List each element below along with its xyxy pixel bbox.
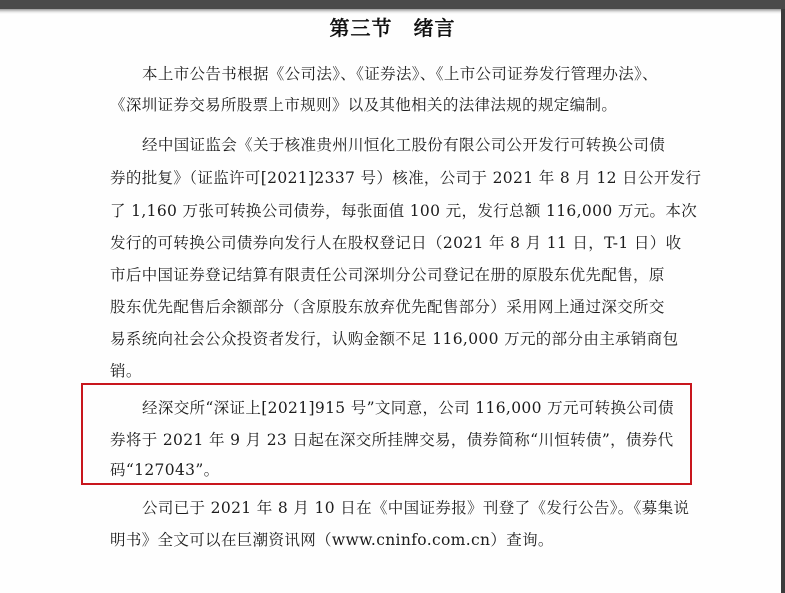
paragraph-1-line-2: 《深圳证券交易所股票上市规则》以及其他相关的法律法规的规定编制。: [110, 96, 618, 114]
paragraph-4-line-2: 明书》全文可以在巨潮资讯网（www.cninfo.com.cn）查询。: [110, 531, 554, 549]
paragraph-3-line-2: 券将于 2021 年 9 月 23 日起在深交所挂牌交易，债券简称“川恒转债”，债券代: [110, 431, 674, 449]
paragraph-4-line-1: 公司已于 2021 年 8 月 10 日在《中国证券报》刊登了《发行公告》。《募集说: [142, 499, 690, 517]
section-title: 第三节 绪言: [329, 16, 456, 40]
viewer-top-bar: [0, 0, 785, 9]
paragraph-2-line-5: 市后中国证券登记结算有限责任公司深圳分公司登记在册的原股东优先配售，原: [110, 266, 665, 284]
paragraph-3-line-1: 经深交所“深证上[2021]915 号”文同意，公司 116,000 万元可转换公司债: [142, 399, 674, 417]
paragraph-1-line-1: 本上市公告书根据《公司法》、《证券法》、《上市公司证券发行管理办法》、: [142, 65, 659, 83]
paragraph-2-line-7: 易系统向社会公众投资者发行，认购金额不足 116,000 万元的部分由主承销商包: [110, 330, 679, 348]
viewer-scrollbar-edge[interactable]: [781, 9, 785, 593]
paragraph-2-line-6: 股东优先配售后余额部分（含原股东放弃优先配售部分）采用网上通过深交所交: [110, 298, 665, 316]
paragraph-3-line-3: 码“127043”。: [110, 461, 220, 479]
paragraph-2-line-2: 券的批复》（证监许可[2021]2337 号）核准，公司于 2021 年 8 月 12 日公开发行: [110, 169, 702, 187]
paragraph-2-line-3: 了 1,160 万张可转换公司债券，每张面值 100 元，发行总额 116,000 万元。本次: [110, 202, 698, 220]
paragraph-2-line-1: 经中国证监会《关于核准贵州川恒化工股份有限公司公开发行可转换公司债: [142, 136, 666, 154]
paragraph-2-line-8: 销。: [110, 362, 142, 380]
paragraph-2-line-4: 发行的可转换公司债券向发行人在股权登记日（2021 年 8 月 11 日，T-1 日）收: [110, 234, 682, 252]
